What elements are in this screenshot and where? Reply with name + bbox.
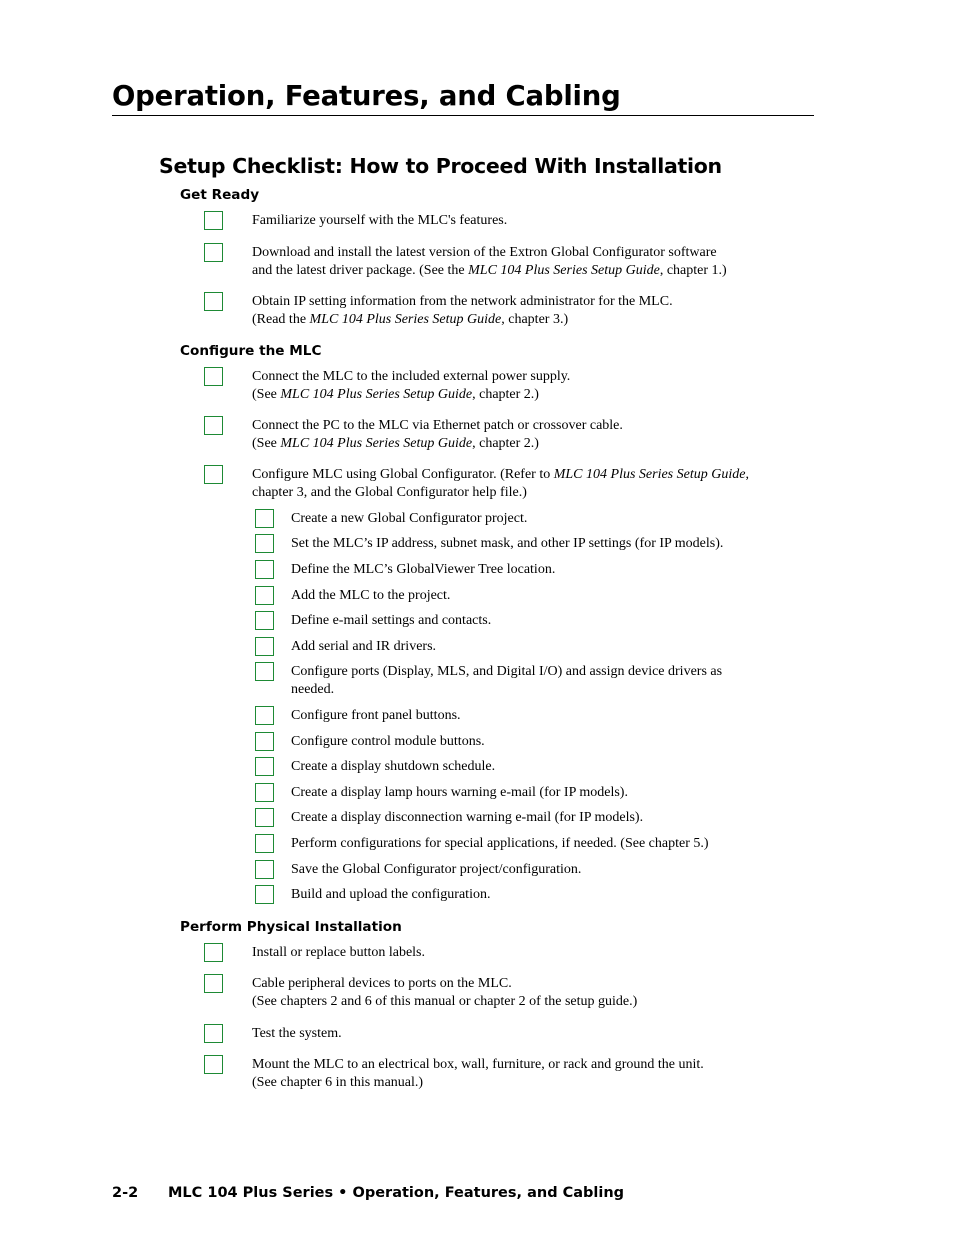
checkbox-sub-special-apps[interactable] (255, 834, 274, 853)
subitem-drivers: Add serial and IR drivers. (291, 639, 437, 654)
checkbox-sub-drivers[interactable] (255, 637, 274, 656)
item-download: Download and install the latest version of the Extron Global Configurator software and the latest driver package. (See the MLC 104 Plus Series Setup Guide, chapter 1.) (252, 245, 727, 278)
subheading-get-ready: Get Ready (180, 187, 260, 203)
checkbox-familiarize[interactable] (204, 211, 223, 230)
checkbox-configure-mlc[interactable] (204, 465, 223, 484)
item-familiarize: Familiarize yourself with the MLC's features. (252, 213, 508, 228)
checkbox-sub-control-module[interactable] (255, 732, 274, 751)
checkbox-cable-peripherals[interactable] (204, 974, 223, 993)
subitem-lamp-hours: Create a display lamp hours warning e-mail (for IP models). (291, 785, 628, 800)
checkbox-sub-disconnection[interactable] (255, 808, 274, 827)
checkbox-sub-front-panel[interactable] (255, 706, 274, 725)
checkbox-sub-save[interactable] (255, 860, 274, 879)
subitem-special-apps: Perform configurations for special applications, if needed. (See chapter 5.) (291, 836, 709, 851)
subheading-physical: Perform Physical Installation (180, 919, 402, 935)
subitem-disconnection: Create a display disconnection warning e-mail (for IP models). (291, 810, 644, 825)
subitem-set-ip: Set the MLC’s IP address, subnet mask, and other IP settings (for IP models). (291, 536, 724, 551)
checkbox-sub-email-settings[interactable] (255, 611, 274, 630)
checkbox-sub-build-upload[interactable] (255, 885, 274, 904)
checkbox-sub-add-mlc[interactable] (255, 586, 274, 605)
checkbox-sub-lamp-hours[interactable] (255, 783, 274, 802)
subitem-shutdown: Create a display shutdown schedule. (291, 759, 496, 774)
checkbox-download[interactable] (204, 243, 223, 262)
item-connect-pc: Connect the PC to the MLC via Ethernet patch or crossover cable. (See MLC 104 Plus Series Setup Guide, chapter 2.) (252, 418, 623, 451)
checkbox-mount[interactable] (204, 1055, 223, 1074)
subitem-front-panel: Configure front panel buttons. (291, 708, 461, 723)
checkbox-connect-pc[interactable] (204, 416, 223, 435)
checkbox-sub-set-ip[interactable] (255, 534, 274, 553)
checkbox-sub-tree-location[interactable] (255, 560, 274, 579)
checkbox-sub-create-project[interactable] (255, 509, 274, 528)
subitem-save: Save the Global Configurator project/configuration. (291, 862, 582, 877)
item-mount: Mount the MLC to an electrical box, wall, furniture, or rack and ground the unit. (See chapter 6 in this manual.) (252, 1057, 704, 1090)
item-connect-power: Connect the MLC to the included external power supply. (See MLC 104 Plus Series Setup Guide, chapter 2.) (252, 369, 571, 402)
checkbox-sub-configure-ports[interactable] (255, 662, 274, 681)
checkbox-connect-power[interactable] (204, 367, 223, 386)
subitem-add-mlc: Add the MLC to the project. (291, 588, 451, 603)
subheading-configure: Configure the MLC (180, 343, 322, 359)
subitem-create-project: Create a new Global Configurator project. (291, 511, 528, 526)
section-title: Setup Checklist: How to Proceed With Installation (159, 154, 722, 178)
subitem-build-upload: Build and upload the configuration. (291, 887, 491, 902)
title-rule (112, 115, 814, 116)
footer-page-number: 2-2 (112, 1185, 139, 1201)
subitem-configure-ports: Configure ports (Display, MLS, and Digital I/O) and assign device drivers as needed. (291, 664, 723, 697)
item-cable-peripherals: Cable peripheral devices to ports on the MLC. (See chapters 2 and 6 of this manual or chapter 2 of the setup guide.) (252, 976, 638, 1009)
checkbox-obtain-ip[interactable] (204, 292, 223, 311)
subitem-tree-location: Define the MLC’s GlobalViewer Tree location. (291, 562, 556, 577)
footer-running-title: MLC 104 Plus Series • Operation, Features, and Cabling (168, 1185, 625, 1201)
item-obtain-ip: Obtain IP setting information from the network administrator for the MLC. (Read the MLC 104 Plus Series Setup Guide, chapter 3.) (252, 294, 673, 327)
checkbox-test-system[interactable] (204, 1024, 223, 1043)
subitem-control-module: Configure control module buttons. (291, 734, 485, 749)
item-test-system: Test the system. (252, 1026, 342, 1041)
item-button-labels: Install or replace button labels. (252, 945, 425, 960)
checkbox-button-labels[interactable] (204, 943, 223, 962)
subitem-email-settings: Define e-mail settings and contacts. (291, 613, 492, 628)
chapter-title: Operation, Features, and Cabling (112, 80, 621, 112)
checkbox-sub-shutdown[interactable] (255, 757, 274, 776)
item-configure-mlc: Configure MLC using Global Configurator. (Refer to MLC 104 Plus Series Setup Guide, chapter 3, and the Global Configurator help file.) (252, 467, 749, 500)
